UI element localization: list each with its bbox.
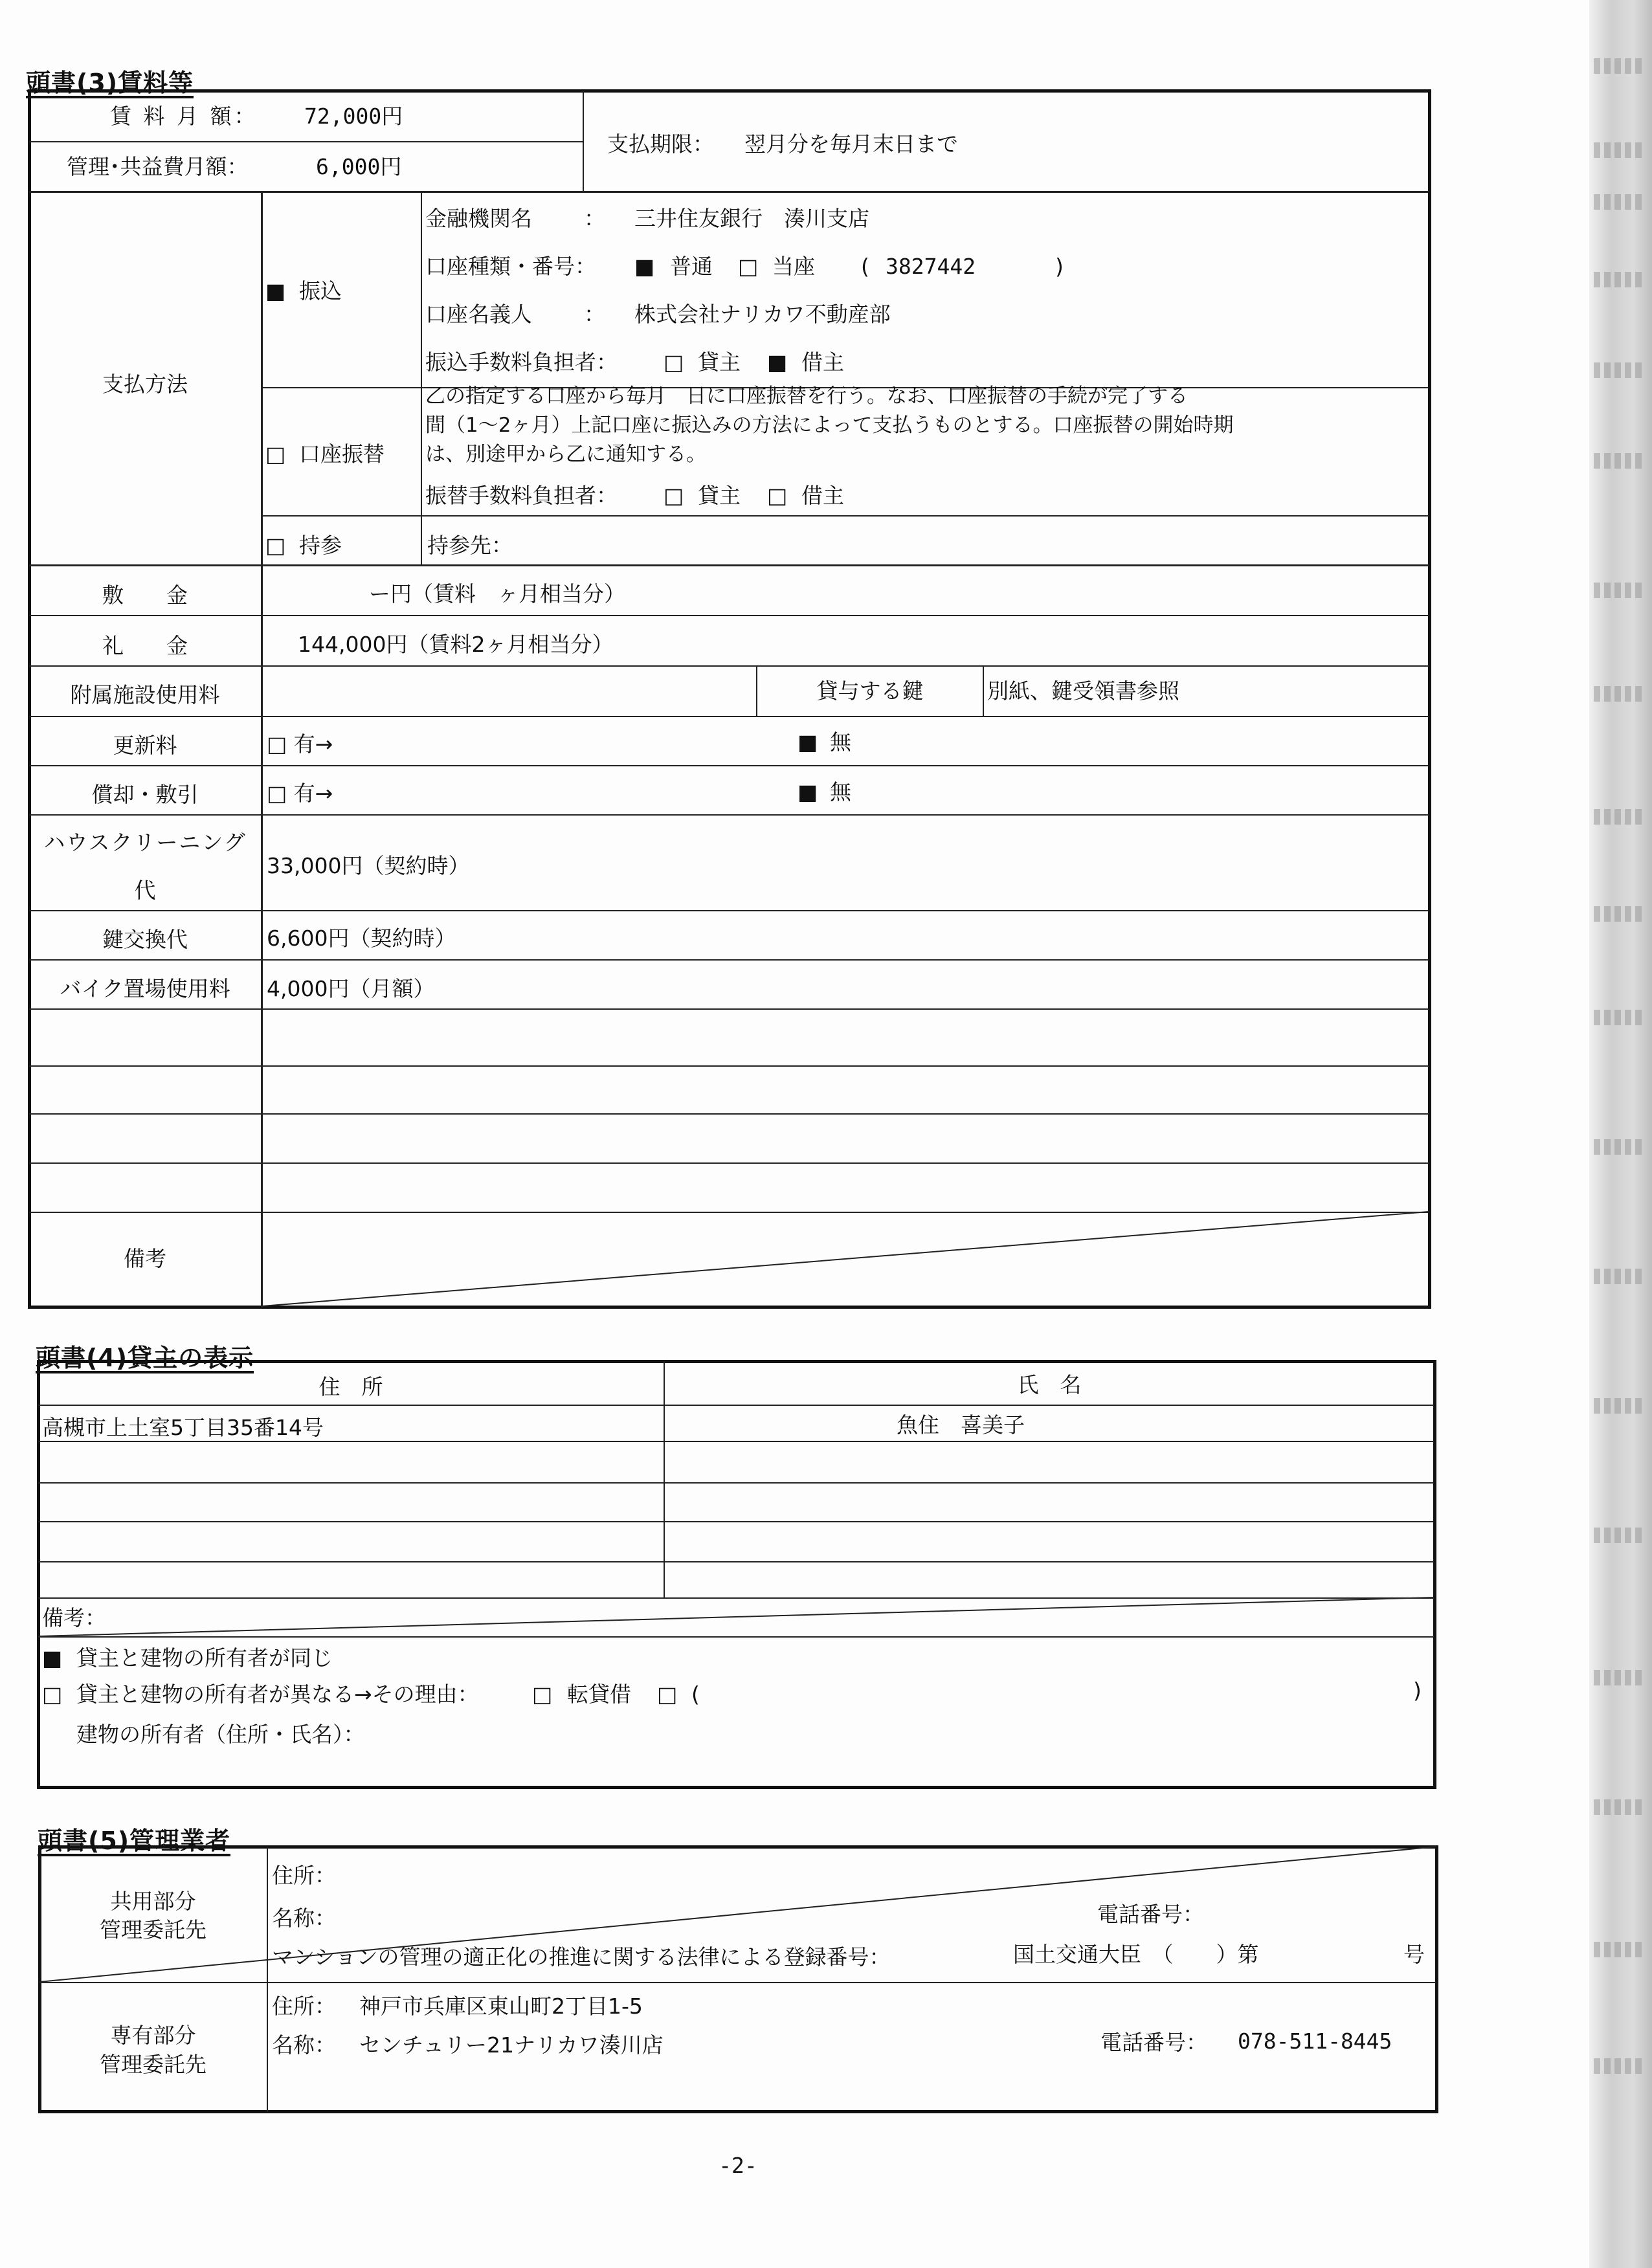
rule <box>38 1521 1434 1522</box>
rule <box>29 765 1429 766</box>
cleaning-label-line1: ハウスクリーニング <box>43 830 247 855</box>
exclusive-name-label: 名称： <box>272 2032 336 2058</box>
deposit-value: ー円（賃料 ヶ月相当分） <box>369 581 625 606</box>
key-money-label: 礼 金 <box>102 633 188 658</box>
adjacent-page-text-blur <box>1594 1942 1646 1957</box>
rule <box>29 141 583 142</box>
toza-checkbox[interactable]: □ <box>738 254 759 279</box>
adjacent-page-text-blur <box>1594 906 1646 922</box>
adjacent-page-text-blur <box>1594 1398 1646 1414</box>
adjacent-page-text-blur <box>1594 194 1646 210</box>
bank-value: 三井住友銀行 湊川支店 <box>634 206 869 231</box>
adjacent-page-text-blur <box>1594 1670 1646 1685</box>
diff-owner-label: 貸主と建物の所有者が異なる→その理由： <box>76 1682 479 1707</box>
registration-suffix: 号 <box>1403 1942 1425 1967</box>
rule <box>29 1008 1429 1010</box>
col-address-header: 住 所 <box>318 1374 383 1399</box>
holder-value: 株式会社ナリカワ不動産部 <box>634 302 891 327</box>
rule <box>262 515 1429 517</box>
transfer-fee-label: 振込手数料負担者： <box>425 350 618 375</box>
section-5-title: 頭書(5)管理業者 <box>38 1827 231 1855</box>
holder-label: 口座名義人 <box>425 302 532 327</box>
cleaning-value: 33,000円（契約時） <box>267 853 470 878</box>
common-area-label-line1: 共用部分 <box>110 1889 196 1914</box>
rule <box>38 1441 1434 1442</box>
bring-label: 持参 <box>299 533 342 558</box>
adjacent-page-edge <box>1589 0 1652 2268</box>
other-reason-checkbox[interactable]: □ <box>657 1682 678 1707</box>
lessor-name: 魚住 喜美子 <box>897 1412 1025 1438</box>
sec4-remarks-label: 備考： <box>42 1605 106 1630</box>
same-owner-checkbox[interactable]: ■ <box>42 1645 63 1671</box>
rent-value: 72,000円 <box>304 104 403 129</box>
rule <box>29 716 1429 717</box>
registration-label: マンションの管理の適正化の推進に関する法律による登録番号： <box>272 1944 891 1970</box>
bank-colon: ： <box>584 206 605 231</box>
futsu-label: 普通 <box>670 254 713 279</box>
bring-checkbox[interactable]: □ <box>265 533 286 558</box>
holder-colon: ： <box>584 302 605 327</box>
transfer-checkbox[interactable]: ■ <box>265 278 286 304</box>
amortization-no-label: 無 <box>830 779 851 805</box>
building-owner-label: 建物の所有者（住所・氏名）： <box>76 1722 365 1747</box>
bike-parking-value: 4,000円（月額） <box>267 976 435 1001</box>
remarks-label: 備考 <box>124 1246 166 1271</box>
rule <box>39 1982 1436 1983</box>
pay-method-label: 支払方法 <box>102 372 188 397</box>
deadline-label: 支払期限： <box>607 131 714 157</box>
facility-fee-label: 附属施設使用料 <box>70 682 220 707</box>
exclusive-area-label-line2: 管理委託先 <box>100 2052 206 2077</box>
adjacent-page-text-blur <box>1594 272 1646 287</box>
amortization-yes-option[interactable]: □ 有→ <box>267 781 333 806</box>
rule <box>29 1113 1429 1115</box>
mgmt-value: 6,000円 <box>316 154 402 179</box>
rule <box>583 91 584 191</box>
adjacent-page-text-blur <box>1594 809 1646 825</box>
debit-text-line2: 間（1～2ヶ月）上記口座に振込みの方法によって支払うものとする。口座振替の開始時期 <box>425 414 1234 437</box>
account-open-paren: ( <box>861 254 869 279</box>
cleaning-label-line2: 代 <box>134 878 156 903</box>
rule <box>29 665 1429 667</box>
section-3-title: 頭書(3)賃料等 <box>26 69 194 97</box>
bank-label: 金融機関名 <box>425 206 532 231</box>
other-reason-open-paren: ( <box>691 1682 700 1707</box>
debit-label: 口座振替 <box>299 441 385 467</box>
common-phone-label: 電話番号： <box>1097 1902 1204 1927</box>
rule <box>29 814 1429 816</box>
adjacent-page-text-blur <box>1594 142 1646 158</box>
exclusive-phone-label: 電話番号： <box>1100 2030 1207 2055</box>
adjacent-page-text-blur <box>1594 453 1646 469</box>
renewal-yes-option[interactable]: □ 有→ <box>267 731 333 757</box>
exclusive-phone: 078-511-8445 <box>1238 2029 1392 2054</box>
bike-parking-label: バイク置場使用料 <box>60 976 230 1001</box>
adjacent-page-text-blur <box>1594 1139 1646 1155</box>
common-area-label-line2: 管理委託先 <box>100 1917 206 1942</box>
rule <box>29 564 1429 566</box>
rule <box>29 959 1429 961</box>
page-number: -2- <box>719 2153 757 2178</box>
rule <box>29 910 1429 911</box>
key-money-value: 144,000円（賃料2ヶ月相当分） <box>298 632 614 657</box>
section-4-title: 頭書(4)貸主の表示 <box>36 1344 254 1372</box>
key-exchange-value: 6,600円（契約時） <box>267 926 456 951</box>
adjacent-page-text-blur <box>1594 1528 1646 1543</box>
mgmt-label: 管理･共益費月額： <box>67 154 249 179</box>
account-number: 3827442 <box>886 254 976 279</box>
adjacent-page-text-blur <box>1594 362 1646 378</box>
sec4-remarks-diagonal <box>38 1597 1434 1636</box>
rule <box>38 1561 1434 1562</box>
adjacent-page-text-blur <box>1594 2058 1646 2074</box>
futsu-checkbox[interactable]: ■ <box>634 254 655 279</box>
common-address-label: 住所： <box>272 1863 336 1888</box>
rule <box>421 191 422 564</box>
rule <box>38 1636 1434 1638</box>
other-reason-close-paren: ) <box>1413 1678 1422 1703</box>
exclusive-name: センチュリー21ナリカワ湊川店 <box>359 2032 664 2058</box>
lessor-address: 高槻市上土室5丁目35番14号 <box>42 1415 324 1440</box>
debit-text-line1: 乙の指定する口座から毎月 日に口座振替を行う。なお、口座振替の手続が完了する <box>425 384 1188 408</box>
rent-label: 賃 料 月 額： <box>110 104 258 129</box>
adjacent-page-text-blur <box>1594 1269 1646 1284</box>
adjacent-page-text-blur <box>1594 58 1646 74</box>
transfer-fee-lessee: 借主 <box>801 350 844 375</box>
amortization-label: 償却・敷引 <box>91 782 199 807</box>
adjacent-page-text-blur <box>1594 583 1646 598</box>
amortization-no-checkbox[interactable]: ■ <box>798 779 818 805</box>
debit-fee-lessor: 貸主 <box>698 483 741 508</box>
debit-fee-label: 振替手数料負担者： <box>425 483 618 508</box>
adjacent-page-text-blur <box>1594 686 1646 702</box>
debit-text-line3: は、別途甲から乙に通知する。 <box>425 443 706 466</box>
adjacent-page-text-blur <box>1594 1010 1646 1025</box>
diff-owner-checkbox[interactable]: □ <box>42 1682 63 1707</box>
keys-value: 別紙、鍵受領書参照 <box>987 678 1179 704</box>
debit-fee-lessee-checkbox[interactable]: □ <box>767 483 788 508</box>
deadline-value: 翌月分を毎月末日まで <box>744 131 958 157</box>
remarks-diagonal <box>262 1212 1429 1306</box>
transfer-fee-lessee-checkbox[interactable]: ■ <box>767 350 788 375</box>
renewal-no-checkbox[interactable]: ■ <box>798 729 818 755</box>
transfer-label: 振込 <box>299 278 342 304</box>
keys-label: 貸与する鍵 <box>816 678 924 704</box>
deposit-label: 敷 金 <box>102 583 188 608</box>
common-name-label: 名称： <box>272 1906 336 1931</box>
exclusive-area-label-line1: 専有部分 <box>110 2023 196 2048</box>
sublease-checkbox[interactable]: □ <box>532 1682 553 1707</box>
key-exchange-label: 鍵交換代 <box>102 927 188 952</box>
transfer-fee-lessor: 貸主 <box>698 350 741 375</box>
debit-checkbox[interactable]: □ <box>265 441 286 467</box>
col-name-header: 氏 名 <box>1017 1372 1082 1397</box>
adjacent-page-text-blur <box>1594 1799 1646 1815</box>
rule <box>983 665 984 716</box>
rule <box>29 1065 1429 1067</box>
exclusive-address: 神戸市兵庫区東山町2丁目1-5 <box>359 1994 643 2019</box>
rule <box>261 191 263 1307</box>
bring-dest-label: 持参先： <box>427 533 513 558</box>
exclusive-address-label: 住所： <box>272 1994 336 2019</box>
rule <box>38 1405 1434 1406</box>
same-owner-label: 貸主と建物の所有者が同じ <box>76 1645 333 1671</box>
debit-fee-lessee: 借主 <box>801 483 844 508</box>
account-close-paren: ) <box>1055 254 1064 279</box>
debit-fee-lessor-checkbox[interactable]: □ <box>664 483 684 508</box>
rule <box>29 191 1429 193</box>
sublease-label: 転貸借 <box>567 1682 631 1707</box>
registration-minister: 国土交通大臣 （ ）第 <box>1013 1942 1259 1967</box>
transfer-fee-lessor-checkbox[interactable]: □ <box>664 350 684 375</box>
rule <box>38 1482 1434 1484</box>
rule <box>29 615 1429 616</box>
account-type-label: 口座種類・番号： <box>425 254 596 279</box>
rule <box>29 1162 1429 1164</box>
toza-label: 当座 <box>772 254 815 279</box>
renewal-no-label: 無 <box>830 729 851 755</box>
renewal-fee-label: 更新料 <box>113 733 177 758</box>
